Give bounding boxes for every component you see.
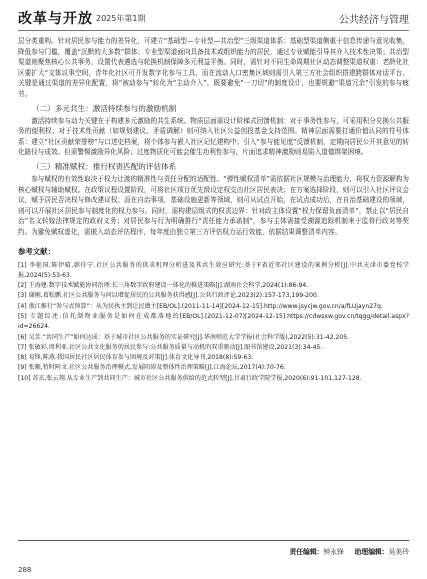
journal-logo: 改革与开放 [18, 11, 93, 27]
references-title: 参考文献： [18, 246, 55, 256]
reference-item: [1] 李艳国,陈伊晴,韩佳宁.社区公共服务的供求机理分析进及其共生效应研究:基于F省近邻社区建设的案例分析[J].中共天津市委党校学报,2024(5):53-63. [18, 261, 410, 279]
footer-divider [18, 540, 409, 541]
editor-label: 责任编辑： [289, 548, 324, 556]
issue-number: 2025年第1期 [96, 14, 146, 23]
reference-item: [5] 专题综述:信托制物业服务是如何在成都落地的[EB/OL].(2021-12-07)[2024-12-15].https://cdwsxw.gov.cn/tqgg/detail.aspx?id=26624. [18, 312, 409, 331]
body-paragraph-1: 层分类重构。针对居民参与能力的差异化，可建立“基础型—专业型—共治型”三级渠道体系：基础型渠道侧重于信息传递与意见收集，降低参与门槛，覆盖“沉默的大多数”群体；专业型渠道面向具备技术或组织能力的居民，通过专业赋能引导其介入技术性决策；共治型渠道则聚焦核心公共事务，设置代表遴选与轮换机制保障多元利益平衡。同时，需针对不同生命周期社区动态调整渠道权重：老龄化社区要扩大“文体议事空间，青年化社区可开发数字化参与工具，而在流动人口密集区域则需引入第三方社会组织搭建跨群体对话平台。关键是通过渠道的差异化配置，将“被动参与”转化为“主动介入”，既要避免“一刀切”的制度设计，也要规避“渠道冗余”引发的参与疲劳。 [18, 37, 409, 98]
subheading-3: （三）精准赋权：推行权责匹配的评估体系 [32, 161, 177, 171]
proof-label: 助理编辑： [354, 548, 389, 556]
reference-item: [7] 张敏彩,周利亚.社区公共文化服务的居民参与:公共服务质量与动机的双重驱动[J].图书馆建设,2021(3):34-45. [18, 343, 323, 351]
page-number: 288 [18, 566, 32, 574]
reference-item: [8] 易锋,陈燕.我国居民社区居民体育参与困境及对策[J].体育文化导刊,2018(8):59-63. [18, 354, 254, 362]
reference-item: [6] 吴芳.“共同生产”如何达成：基于城市社区公共服务的实证研究[J].华南师范大学学报(社会科学版),2022(5):31-42,205. [18, 333, 350, 341]
page-header [18, 8, 409, 30]
proof-name: 吴美玲 [388, 548, 409, 556]
section-title: 公共经济与管理 [339, 15, 409, 26]
editor-name: 钟永锋 [323, 548, 344, 556]
reference-list [18, 261, 409, 385]
header-divider [18, 30, 409, 31]
reference-item: [9] 张顺,暂时阿文.社区公共服务治理模式,发展阻碍及整体性治理策略[J].江海论坛,2017(4):70-76. [18, 364, 286, 372]
body-paragraph-3: 参与赋权的有效性取决于权力让渡的精准性与责任分配的适配性。“弹性赋权清单”需依据社区规模与治理能力，将权力资源解构为核心赋权与辅助赋权。在政策议程设置阶段，可将社区项目优先级设定权交由社区居民表决；在方案选择阶段，则可以引入社区评议会议，赋予居民否决权与修改建议权；而在自治事项，基础设施更新等领域，则可从试点开始，在试点成功后，在自治基础建设的领域，则可以开展社区居民参与制度化的权力参与。同时，需构建层级式的权责边界：针对政主体设置“权力保留负面清单”，禁止以“居民自治”名义转嫁法律规定的政府义务；对居民参与行为明确推行“责任能力承诺制”，参与主体需接受溯源追踪机制来于监督行政对等契约。为避免赋权虚化，需嵌入动态评估程序，每年度由独立第三方评估权力运行效能，依据结果调整清单内容。 [18, 174, 409, 236]
reference-item: [3] 谢刚,葛松鹏.社区公共服务与何以增促居民的公共服务获得感[J].公共行政评论,2023(2):157-173,199-200. [18, 292, 319, 300]
reference-item: [10] 苏玄,张云翔.从专业生产到共同生产：城市社区公共服务供给的范式转型[J].甘肃行政学院学报,2020(6):91-101,127-128. [18, 374, 362, 382]
editor-credits [289, 546, 409, 556]
subheading-2: （二）多元共生：激活持续参与的激励机制 [32, 103, 177, 113]
body-paragraph-2: 激活持续参与动力关键在于构建多元激励的共生系统。物质层面需设计阶梯式回馈机制：对于事务性参与，可采用积分兑换公共服务的便利权；对于技术性贡献（如规划建议、矛盾调解）则可纳入社区公益创投基金支持范围。精神层面需要打通价值认同的符号体系：建立“社区贡献荣誉榜”与口述史档案，将个体参与嵌入社区记忆建构中；引入“参与能见度”反馈机制，定期向居民公开其意见的转化路径与成效。但需警惕激励异化风险；过度物质化可能会催生功利性参与，片面追求精神激励则易陷入道德绑架困境。 [18, 116, 409, 157]
reference-item: [4] 浙江推行“参与式预算”：从为民执主到让民做主[EB/OL].(2011-11-14)[2024-12-15].http://www.jsycjw.gov.cn/a/fLUjayn27q. [18, 302, 383, 310]
reference-item: [2] 王海建.数字技术赋能协同治理:长三角数字政府建设一体化的推进策略[J].湖南社会科学,2024(1):86-94. [18, 282, 309, 290]
article-body [18, 36, 409, 384]
